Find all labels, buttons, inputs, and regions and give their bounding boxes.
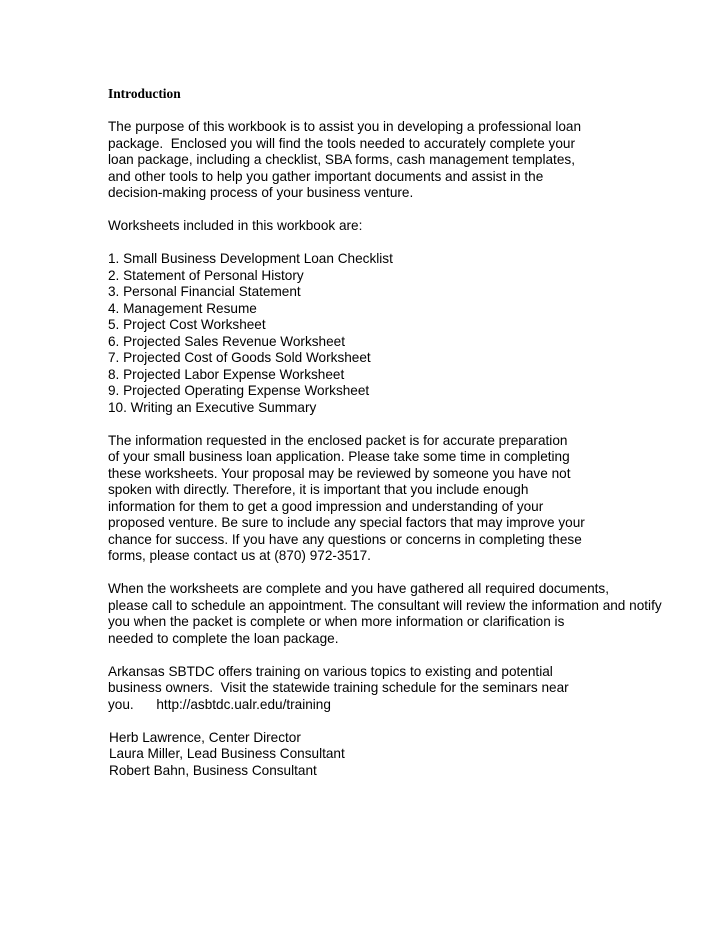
list-item: 5. Project Cost Worksheet <box>108 317 266 332</box>
list-item: 10. Writing an Executive Summary <box>108 399 317 415</box>
appointment-line: needed to complete the loan package. <box>108 630 339 646</box>
training-url-link[interactable]: http://asbtdc.ualr.edu/training <box>156 696 331 712</box>
info-line: these worksheets. Your proposal may be reviewed by someone you have not <box>108 465 571 481</box>
appointment-line: you when the packet is complete or when more information or clarification is <box>108 614 565 629</box>
intro-line: loan package, including a checklist, SBA forms, cash management templates, <box>108 152 575 167</box>
training-line <box>108 697 720 714</box>
contact-item: Robert Bahn, Business Consultant <box>109 762 317 778</box>
contact-item: Herb Lawrence, Center Director <box>109 729 301 745</box>
worksheets-intro: Worksheets included in this workbook are: <box>108 218 363 233</box>
page-heading: Introduction <box>108 86 181 101</box>
intro-paragraph <box>108 119 720 202</box>
intro-line: and other tools to help you gather important documents and assist in the <box>108 168 544 184</box>
appointment-paragraph <box>108 581 720 647</box>
list-item: 6. Projected Sales Revenue Worksheet <box>108 333 346 349</box>
info-line: forms, please contact us at (870) 972-3517. <box>108 548 371 563</box>
intro-line: package. Enclosed you will find the tools needed to accurately complete your <box>108 135 575 151</box>
info-line: proposed venture. Be sure to include any special factors that may improve your <box>108 515 585 530</box>
list-item: 2. Statement of Personal History <box>108 267 304 283</box>
list-item: 4. Management Resume <box>108 300 257 316</box>
worksheet-list <box>108 251 720 416</box>
appointment-line: When the worksheets are complete and you have gathered all required documents, <box>108 581 609 596</box>
document-page <box>108 86 720 779</box>
intro-line: decision-making process of your business venture. <box>108 185 414 200</box>
intro-line: The purpose of this workbook is to assist you in developing a professional loan <box>108 119 582 134</box>
info-line: information for them to get a good impression and understanding of your <box>108 498 544 514</box>
list-item: 8. Projected Labor Expense Worksheet <box>108 366 345 382</box>
info-paragraph <box>108 433 720 565</box>
contact-item: Laura Miller, Lead Business Consultant <box>109 746 345 761</box>
appointment-line: please call to schedule an appointment. The consultant will review the information and notify <box>108 597 662 613</box>
training-paragraph <box>108 664 720 714</box>
training-line-prefix: you. <box>108 696 157 712</box>
list-item: 9. Projected Operating Expense Worksheet <box>108 383 370 398</box>
list-item: 7. Projected Cost of Goods Sold Worksheet <box>108 350 371 365</box>
info-line: spoken with directly. Therefore, it is important that you include enough <box>108 482 529 497</box>
training-line: Arkansas SBTDC offers training on various topics to existing and potential <box>108 663 553 679</box>
info-line: The information requested in the enclosed packet is for accurate preparation <box>108 432 568 448</box>
list-item: 1. Small Business Development Loan Checklist <box>108 251 393 266</box>
training-line: business owners. Visit the statewide training schedule for the seminars near <box>108 680 569 695</box>
info-line: of your small business loan application. Please take some time in completing <box>108 449 570 464</box>
list-item: 3. Personal Financial Statement <box>108 284 301 299</box>
info-line: chance for success. If you have any questions or concerns in completing these <box>108 531 582 547</box>
contact-list <box>108 730 720 780</box>
